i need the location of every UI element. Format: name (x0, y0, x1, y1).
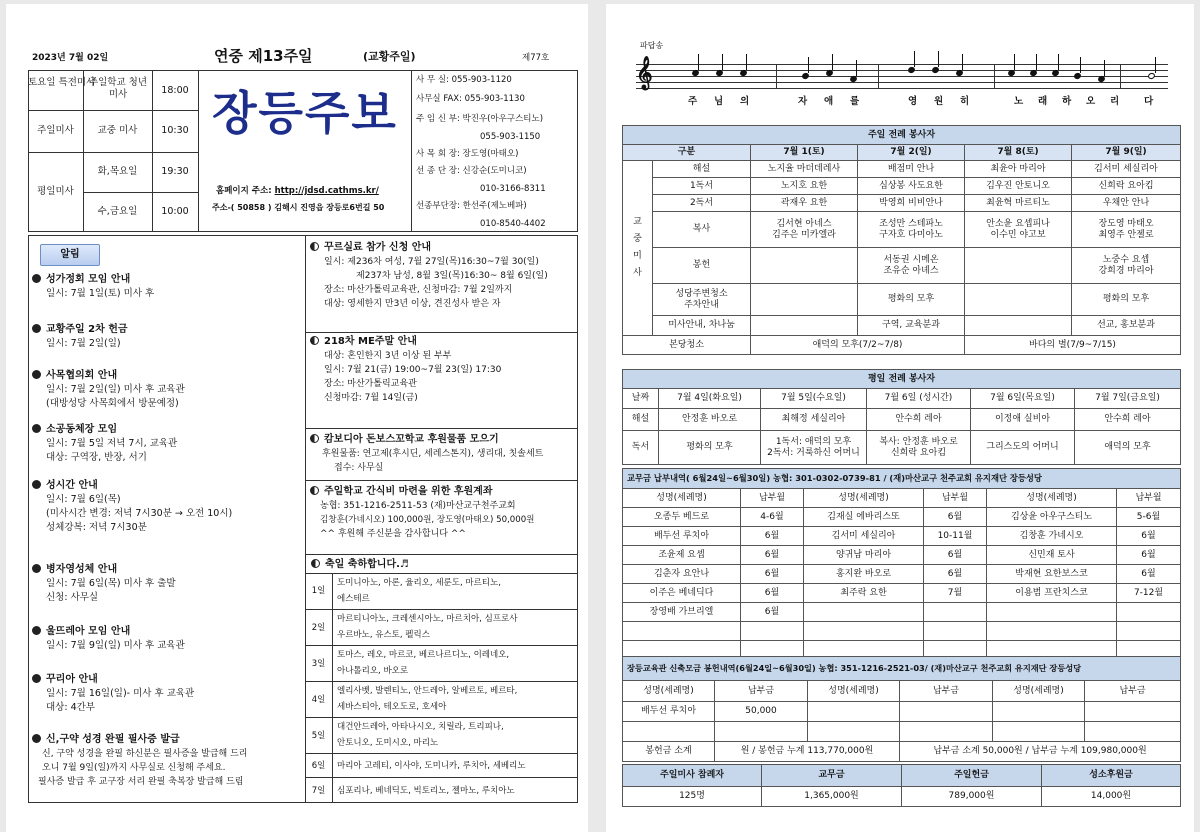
contact-vice: 선종부단장: 한선주(제노베파) (416, 201, 527, 211)
table-cell: 6월 (741, 527, 804, 546)
table-cell: 조윤제 요셉 (623, 546, 741, 565)
homepage-link[interactable]: http://jdsd.cathms.kr/ (274, 186, 379, 196)
table-cell: 6월 (741, 584, 804, 603)
table-cell: 평화의 모후 (1072, 284, 1181, 316)
contact-council: 사 목 회 장: 장도영(마태오) (416, 149, 519, 159)
weekday-servers-table: 평일 전례 봉사자 날짜 7월 4일(화요일) 7월 5일(수요일) 7월 6일 (성시간) 7월 6일(목요일) 7월 7일(금요일) 해설 안정훈 바오로 최해정 세실리아 안수희 레아 이정애 실비아 안수희 레아 독서 평화의 모후 1독서: 애덕의 모후 2독서: 거룩하신 어머니 복사: 안정훈 바오로 신희락 요아킴 그리스도의 어머니 애덕의 모후 (622, 369, 1181, 465)
table-cell: 복사: 안정훈 바오로 신희락 요아킴 (867, 431, 971, 465)
mass-main: 교중 미사 (97, 125, 138, 136)
issue-date: 2023년 7월 02일 (32, 53, 109, 63)
contact-vice-phone: 010-8540-4402 (480, 219, 546, 229)
table-cell (751, 248, 858, 284)
mass-label-weekday: 평일미사 (37, 186, 74, 197)
table-cell: 6월 (741, 603, 804, 622)
table-cell: 김춘자 요안나 (623, 565, 741, 584)
building-fund-table: 장등교육관 신축모금 봉헌내역(6월24일~6월30일) 농협: 351-1216-2521-03/ (재)마산교구 천주교회 유지재단 장등성당 성명(세례명) 납부금 성명(세례명) 납부금 성명(세례명) 납부금 배두선 루치아 50,000 봉헌금 소계 원 / 봉헌금 누계 113,770,000원 납부금 소계 50,000원 / 납부금 누계 109,980,000원 (622, 656, 1181, 762)
table-cell: 50,000 (715, 702, 808, 722)
table-cell: 노중수 요셉 강희경 마리아 (1072, 248, 1181, 284)
table-cell (965, 284, 1072, 316)
table-cell: 5-6월 (1117, 508, 1181, 527)
table-row (623, 565, 1181, 584)
notice-item: 소공동체장 모임 일시: 7월 5일 저녁 7시, 교육관 대상: 구역장, 반장, 서기 (32, 422, 302, 465)
table-cell (965, 248, 1072, 284)
feast-row: 4일 엘리사벳, 발렌티노, 안드레아, 알베르토, 베르타, 세바스티아, 테오도로, 호세아 (305, 682, 578, 718)
table-cell (1117, 603, 1181, 622)
homepage: 홈페이지 주소: http://jdsd.cathms.kr/ (216, 186, 379, 196)
feast-title: 축일 축하합니다.♬ (311, 559, 409, 571)
table-cell: 6월 (924, 546, 987, 565)
table-cell (715, 722, 808, 742)
page-subtitle: (교황주일) (363, 50, 416, 63)
table-cell: 김서미 세실리아 (804, 527, 924, 546)
table-cell: 김상윤 아우구스티노 (987, 508, 1117, 527)
table-cell: 4-6월 (741, 508, 804, 527)
feast-table (305, 573, 578, 803)
table-cell: 이용범 프란치스코 (987, 584, 1117, 603)
feast-row: 6일 마리아 고레티, 이사야, 도미니카, 루치아, 세베리노 (305, 754, 578, 778)
table-cell: 김재실 에바리스또 (804, 508, 924, 527)
sunday-servers-table: 주일 전례 봉사자 구분 7월 1(토) 7월 2(일) 7월 8(토) 7월 9(일) 교 중 미 사 해설 노지율 마더데레사 배점미 안나 최윤아 마리아 김서미 세실리아 1독서 노지호 요한 심상봉 사도요한 김우진 안토니오 신희락 요아킴 2독서 곽재우 요한 박영희 비비안나 최윤혁 마르티노 우채안 안나 복사 김서현 아네스 김주은 미카엘라 조성만 스테파노 구자호 다미아노 안소윤 요셉피나 이수민 야고보 장도영 마태오 최영주 안젤로 봉헌 서동권 시메온 조유순 아녜스 노중수 요셉 강희경 마리아 성당주변청소 주차안내 평화의 모후 평화의 모후 미사안내, 차나눔 구역, 교육분과 선교, 홍보분과 본당청소 애덕의 모후(7/2~7/8) 바다의 별(7/9~7/15) (622, 125, 1181, 355)
building-fund-title: 장등교육관 신축모금 봉헌내역(6월24일~6월30일) 농협: 351-1216-2521-03/ (재)마산교구 천주교회 유지재단 장등성당 (623, 657, 1181, 681)
table-cell: 6월 (741, 565, 804, 584)
table-cell (1085, 702, 1181, 722)
dues-table: 교무금 납부내역( 6월24일~6월30일) 농협: 301-0302-0739-81 / (재)마산교구 천주교회 유지재단 장등성당 성명(세례명) 납부월 성명(세례명) 납부월 성명(세례명) 납부월 오종두 베드로 4-6월 김재실 에바리스또 6월 김상윤 아우구스티노 5-6월 배두선 루치아 6월 김서미 세실리아 10-11월 김창훈 가네시오 6월 조윤제 요셉 6월 양귀남 마리아 6월 신민재 토사 6월 김춘자 요안나 6월 홍지완 바오로 6월 박재현 요한보스코 6월 이주은 베네딕다 6월 최주락 요한 7월 이용범 프란치스코 7-12월 장영배 가브리엘 6월 (622, 468, 1181, 660)
table-row (623, 508, 1181, 527)
mass-wed-fri: 수,금요일 (97, 206, 138, 217)
song-label: 파답송 (640, 41, 664, 50)
table-row (623, 722, 1181, 742)
table-cell (804, 622, 924, 641)
table-cell: 배두선 루치아 (623, 527, 741, 546)
notice-item: 병자영성체 안내 일시: 7월 6일(목) 미사 후 출발 신청: 사무실 (32, 562, 302, 605)
table-cell: 이주은 베네딕다 (623, 584, 741, 603)
feast-row: 1일 도미니아노, 아론, 율리오, 세룬도, 마르티노, 에스테르 (305, 573, 578, 610)
mass-time-tue-thu: 19:30 (161, 166, 189, 177)
table-cell: 6월 (1117, 527, 1181, 546)
table-cell (993, 722, 1085, 742)
table-row (623, 603, 1181, 622)
mass-label-saturday: 토요일 특전미사 (28, 77, 96, 88)
table-row (623, 546, 1181, 565)
notice-item: 사목협의회 안내 일시: 7월 2일(일) 미사 후 교육관 (대방성당 사목회에서 방문예정) (32, 368, 302, 411)
contact-pastor-phone: 055-903-1150 (480, 132, 541, 142)
bulletin-page-left (6, 4, 588, 832)
table-cell (900, 702, 993, 722)
mass-time-youth: 18:00 (161, 85, 189, 96)
notice-item: 신,구약 성경 완필 필사증 발급 신, 구약 성경을 완필 하신분은 필사증을 발급해 드리 오니 7월 9일(일)까지 사무실로 신청해 주세요. 필사증 발급 후 교구장 서리 완필 축복장 발급해 드림 (32, 732, 302, 789)
contact-fax: 사무실 FAX: 055-903-1130 (416, 94, 525, 104)
table-cell: 서동권 시메온 조유순 아녜스 (858, 248, 965, 284)
music-staff (636, 56, 1168, 90)
table-cell (808, 722, 900, 742)
table-cell: 박재현 요한보스코 (987, 565, 1117, 584)
notice-item: 교황주일 2차 헌금 일시: 7월 2일(일) (32, 322, 302, 351)
table-cell: 6월 (1117, 565, 1181, 584)
table-row (623, 527, 1181, 546)
address: 주소-( 50858 ) 김해시 진영읍 장등로6번길 50 (212, 203, 385, 212)
table-cell: 6월 (924, 565, 987, 584)
table-cell: 6월 (924, 508, 987, 527)
table-cell: 6월 (741, 546, 804, 565)
table-cell (987, 622, 1117, 641)
table-cell (1085, 722, 1181, 742)
contact-pastor: 주 임 신 부: 박진우(아우구스티노) (416, 114, 544, 124)
table-cell: 홍지완 바오로 (804, 565, 924, 584)
table-cell: 장도영 마태오 최영주 안젤로 (1072, 212, 1181, 248)
table-cell (751, 284, 858, 316)
table-cell: 7월 (924, 584, 987, 603)
notice-label-button[interactable]: 알림 (40, 244, 100, 266)
song-lyrics: 주 님 의 자 애 를 영 원 히 노 래 하 오 리 다 (688, 96, 1154, 107)
table-row (623, 584, 1181, 603)
notice-item: 꾸르실료 참가 신청 안내 일시: 제236차 여성, 7월 27일(목)16:30~7월 30(일) 제237차 남성, 8월 3일(목)16:30~ 8월 6일(일) 장소: 마산가톨릭교육관, 신청마감: 7월 2일까지 대상: 영세한지 만3년 이상, 견진성사 받은 자 (310, 240, 576, 311)
treble-clef-icon: 𝄞 (636, 56, 653, 89)
notice-item: 218차 ME주말 안내 대상: 혼인한지 3년 이상 된 부부 일시: 7월 21(금) 19:00~7월 23(일) 17:30 장소: 마산가톨릭교육관 신청마감: 7월 14일(금) (310, 334, 576, 405)
feast-row: 2일 마르티니아노, 크레센시아노, 마르치아, 심프로사 우르바노, 유스토, 펠릭스 (305, 610, 578, 646)
table-cell: 최주락 요한 (804, 584, 924, 603)
feast-row: 3일 토마스, 레오, 마르코, 베르나르디노, 이레네오, 아나톨리오, 바오로 (305, 646, 578, 682)
mass-time-wed-fri: 10:00 (161, 206, 189, 217)
contact-seonjong: 선 종 단 장: 신강순(도미니코) (416, 166, 527, 176)
table-cell: 양귀남 마리아 (804, 546, 924, 565)
table-cell: 안소윤 요셉피나 이수민 야고보 (965, 212, 1072, 248)
contact-seonjong-phone: 010-3166-8311 (480, 184, 546, 194)
table-cell (924, 622, 987, 641)
table-cell: 성당주변청소 주차안내 (653, 284, 751, 316)
notice-item: 주일학교 간식비 마련을 위한 후원계좌 농협: 351-1216-2511-53 (재)마산교구천주교회 김창훈(가네시오) 100,000원, 장도영(마태오) 50,000원 ^^ 후원해 주신분을 감사합니다 ^^ (310, 484, 576, 541)
table-cell: 7-12월 (1117, 584, 1181, 603)
table-cell (804, 603, 924, 622)
table-cell (623, 722, 715, 742)
table-cell: 6월 (1117, 546, 1181, 565)
table-cell (1117, 622, 1181, 641)
contact-office: 사 무 실: 055-903-1120 (416, 75, 512, 85)
issue-number: 제77호 (522, 53, 550, 63)
offering-summary-table: 주일미사 참례자 교무금 주일헌금 성소후원금 125명 1,365,000원 789,000원 14,000원 (622, 764, 1181, 807)
mass-time-main: 10:30 (161, 125, 189, 136)
table-cell (987, 603, 1117, 622)
sunday-servers-title: 주일 전례 봉사자 (623, 126, 1181, 145)
right-notices (310, 240, 576, 560)
notice-item: 캄보디아 돈보스꼬학교 후원물품 모으기 후원물품: 연고제(후시딘, 세레스톤지), 생리대, 칫솔세트 접수: 사무실 (310, 432, 576, 475)
table-cell: 조성만 스테파노 구자호 다미아노 (858, 212, 965, 248)
table-cell (900, 722, 993, 742)
page-title: 연중 제13주일 (214, 47, 313, 65)
table-cell (808, 702, 900, 722)
table-cell: 평화의 모후 (858, 284, 965, 316)
dues-title: 교무금 납부내역( 6월24일~6월30일) 농협: 301-0302-0739-81 / (재)마산교구 천주교회 유지재단 장등성당 (623, 469, 1181, 489)
notice-item: 성가정회 모임 안내 일시: 7월 1일(토) 미사 후 (32, 272, 302, 301)
feast-row: 5일 대건안드레아, 아타나시오, 치릴라, 트리피나, 안토니오, 도미시오, 마리노 (305, 718, 578, 754)
mass-label-sunday: 주일미사 (37, 125, 74, 136)
mass-youth: 주일학교 청년미사 (88, 77, 148, 100)
table-cell: 1독서: 애덕의 모후 2독서: 거룩하신 어머니 (761, 431, 867, 465)
table-cell (741, 622, 804, 641)
table-row (623, 702, 1181, 722)
table-cell: 김창훈 가네시오 (987, 527, 1117, 546)
notice-item: 성시간 안내 일시: 7월 6일(목) (미사시간 변경: 저녁 7시30분 → 오전 10시) 성체강복: 저녁 7시30분 (32, 478, 302, 535)
left-notices (32, 272, 302, 802)
table-cell: 신민재 토사 (987, 546, 1117, 565)
table-cell: 오종두 베드로 (623, 508, 741, 527)
table-cell (993, 702, 1085, 722)
feast-row: 7일 심포리나, 베네딕도, 빅토리노, 젤마노, 루치아노 (311, 786, 515, 796)
table-cell: 10-11월 (924, 527, 987, 546)
bulletin-name: 장등주보 (212, 86, 398, 140)
notice-item: 울뜨레아 모임 안내 일시: 7월 9일(일) 미사 후 교육관 (32, 624, 302, 653)
table-cell: 장영배 가브리엘 (623, 603, 741, 622)
table-cell: 김서현 아네스 김주은 미카엘라 (751, 212, 858, 248)
table-cell: 배두선 루치아 (623, 702, 715, 722)
mass-tue-thu: 화,목요일 (97, 166, 138, 177)
bulletin-page-right (606, 4, 1194, 832)
notice-item: 꾸리아 안내 일시: 7월 16일(일)- 미사 후 교육관 대상: 4간부 (32, 672, 302, 715)
table-cell (924, 603, 987, 622)
table-row (623, 622, 1181, 641)
table-cell (623, 622, 741, 641)
weekday-servers-title: 평일 전례 봉사자 (623, 370, 1181, 389)
